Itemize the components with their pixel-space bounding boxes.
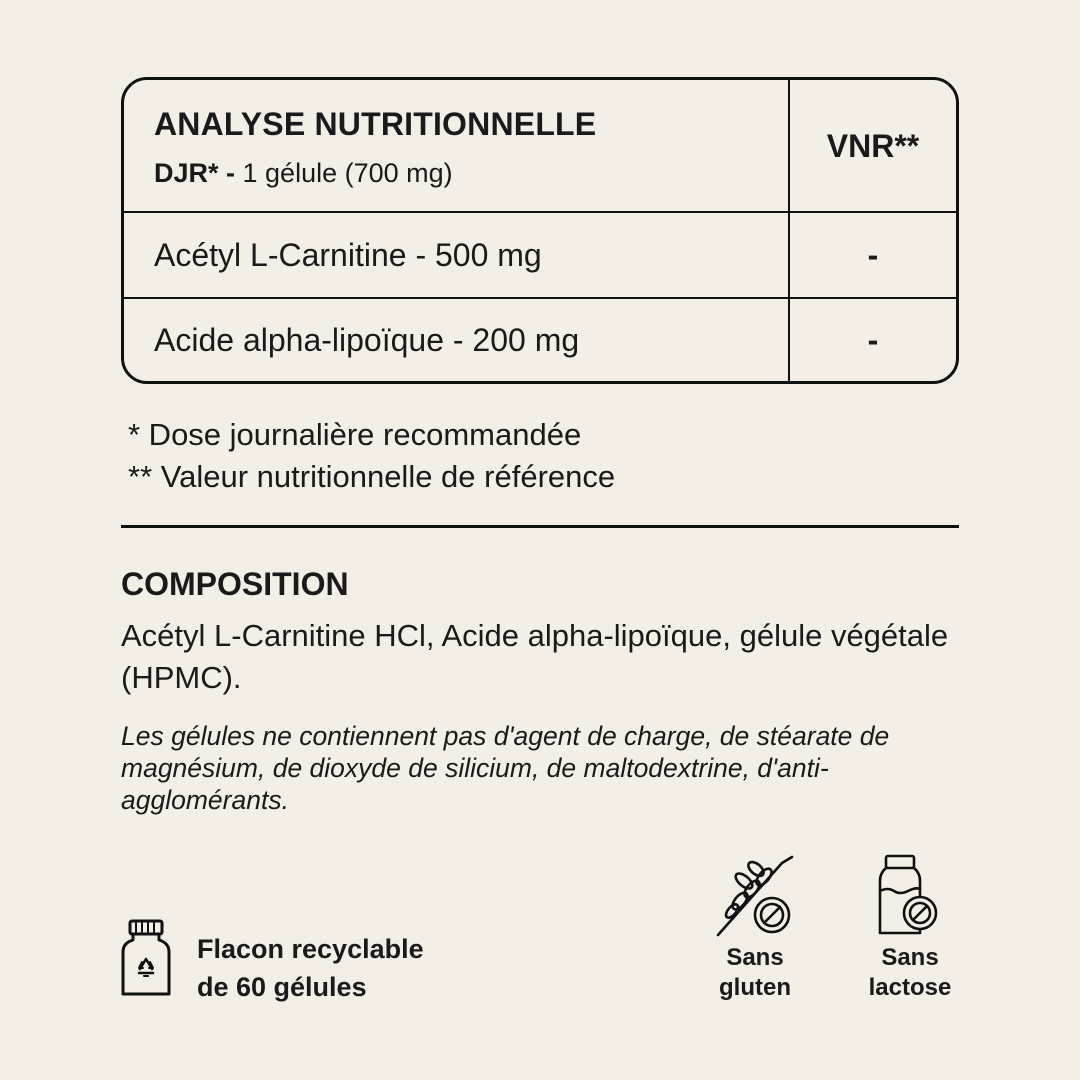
table-header-row [124, 80, 956, 213]
nutrient-vnr: - [867, 236, 879, 273]
composition-text: Acétyl L-Carnitine HCl, Acide alpha-lipoïque, gélule végétale (HPMC). [121, 618, 949, 695]
composition-title: COMPOSITION [121, 566, 349, 602]
footnote-djr: * Dose journalière recommandée [128, 417, 582, 452]
djr-dose: 1 gélule (700 mg) [235, 158, 453, 188]
table-subtitle [154, 158, 453, 189]
lactose-label-line-2: lactose [868, 974, 952, 1001]
nutrition-table [121, 77, 959, 384]
flacon-text [197, 930, 424, 1006]
gluten-free-label [700, 943, 810, 1003]
gluten-label-line-1: Sans [726, 944, 784, 971]
table-row [124, 213, 956, 299]
no-lactose-icon [872, 853, 952, 939]
lactose-label-line-1: Sans [881, 944, 939, 971]
gluten-label-line-2: gluten [719, 974, 791, 1001]
nutrient-vnr: - [867, 321, 879, 358]
footnote-vnr: ** Valeur nutritionnelle de référence [128, 459, 616, 494]
table-title: ANALYSE NUTRITIONNELLE [154, 106, 597, 142]
recyclable-bottle-icon [120, 918, 172, 998]
nutrient-name: Acide alpha-lipoïque - 200 mg [154, 321, 580, 358]
flacon-line-2: de 60 gélules [197, 972, 367, 1002]
flacon-line-1: Flacon recyclable [197, 934, 424, 964]
vnr-column-header: VNR** [826, 128, 920, 164]
djr-label: DJR* - [154, 158, 236, 188]
composition-note: Les gélules ne contiennent pas d'agent de charge, de stéarate de magnésium, de dioxyde de silicium, de maltodextrine, d'anti-agglomérants. [121, 721, 890, 815]
section-divider [121, 525, 959, 528]
table-row [124, 299, 956, 381]
nutrient-name: Acétyl L-Carnitine - 500 mg [154, 236, 542, 273]
lactose-free-label [855, 943, 965, 1003]
column-divider [788, 80, 790, 381]
no-gluten-icon [712, 855, 798, 941]
